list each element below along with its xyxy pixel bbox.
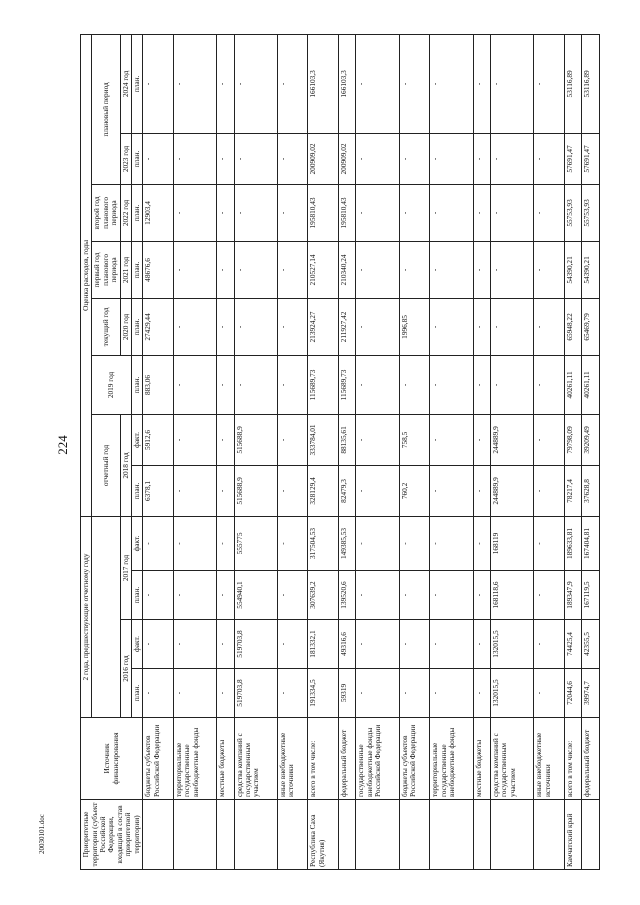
value-cell: 883,06	[143, 355, 173, 414]
header-planning-period: плановый период	[92, 34, 120, 184]
rotated-table-wrapper	[80, 35, 600, 870]
value-cell: -	[473, 241, 491, 298]
value-cell: -	[143, 133, 173, 184]
table-row	[277, 34, 307, 869]
value-cell: -	[356, 414, 399, 465]
value-cell: -	[430, 298, 473, 355]
value-cell: 168118,6	[491, 571, 534, 620]
value-cell: 328129,4	[308, 465, 338, 516]
value-cell: -	[217, 241, 235, 298]
value-cell: 12903,4	[143, 184, 173, 241]
header-first-year: первый год планового периода	[92, 241, 120, 298]
territory-cell	[430, 800, 473, 870]
header-plan: план.	[131, 133, 142, 184]
value-cell: -	[277, 516, 307, 570]
value-cell: -	[491, 241, 534, 298]
value-cell: -	[399, 620, 429, 669]
header-plan: план.	[131, 669, 142, 718]
value-cell: -	[356, 241, 399, 298]
value-cell: -	[173, 34, 216, 133]
page-number: 224	[55, 435, 70, 455]
value-cell: -	[277, 465, 307, 516]
value-cell: 59319	[338, 669, 356, 718]
value-cell: -	[399, 34, 429, 133]
table-row	[564, 34, 582, 869]
value-cell: 191334,5	[308, 669, 338, 718]
territory-cell	[399, 800, 429, 870]
value-cell: 49316,6	[338, 620, 356, 669]
header-2021: 2021 год	[120, 241, 131, 298]
territory-cell	[338, 800, 356, 870]
value-cell: -	[277, 620, 307, 669]
value-cell: -	[399, 355, 429, 414]
value-cell: -	[277, 571, 307, 620]
value-cell: 317504,53	[308, 516, 338, 570]
territory-cell	[277, 800, 307, 870]
source-cell: средства компаний с государственным участием	[491, 718, 534, 800]
value-cell: 210340,24	[338, 241, 356, 298]
value-cell: -	[217, 620, 235, 669]
header-2017: 2017 год	[120, 516, 131, 619]
value-cell: 88135,61	[338, 414, 356, 465]
value-cell: -	[534, 465, 564, 516]
value-cell: -	[217, 669, 235, 718]
value-cell: -	[491, 34, 534, 133]
header-two-years: 2 года, предшествующие отчетному году	[81, 516, 92, 717]
value-cell: -	[277, 414, 307, 465]
value-cell: 167404,81	[582, 516, 600, 570]
header-plan: план.	[131, 298, 142, 355]
value-cell: 115689,73	[338, 355, 356, 414]
header-2023: 2023 год	[120, 133, 131, 184]
value-cell: -	[217, 298, 235, 355]
value-cell: -	[143, 34, 173, 133]
value-cell: 244889,9	[491, 414, 534, 465]
territory-cell	[473, 800, 491, 870]
value-cell: 40261,11	[582, 355, 600, 414]
value-cell: 210527,14	[308, 241, 338, 298]
header-fact: факт.	[131, 516, 142, 570]
value-cell: -	[473, 669, 491, 718]
value-cell: -	[491, 355, 534, 414]
value-cell: 166103,3	[308, 34, 338, 133]
source-cell: территориальные государственные внебюджетные фонды	[430, 718, 473, 800]
value-cell: 554940,1	[234, 571, 277, 620]
funding-table	[80, 34, 600, 870]
value-cell: -	[473, 414, 491, 465]
table-row	[356, 34, 399, 869]
table-row	[338, 34, 356, 869]
source-cell: всего в том числе:	[564, 718, 582, 800]
value-cell: 57691,47	[582, 133, 600, 184]
value-cell: -	[534, 241, 564, 298]
table-row	[473, 34, 491, 869]
value-cell: -	[217, 34, 235, 133]
table-row	[234, 34, 277, 869]
value-cell: 189347,9	[564, 571, 582, 620]
source-cell: государственные внебюджетные фонды Российской Федерации	[356, 718, 399, 800]
value-cell: 200909,02	[338, 133, 356, 184]
value-cell: -	[534, 298, 564, 355]
value-cell: -	[356, 669, 399, 718]
header-reporting-year: отчетный год	[92, 414, 120, 516]
value-cell: -	[143, 669, 173, 718]
value-cell: -	[173, 355, 216, 414]
table-row	[534, 34, 564, 869]
value-cell: 139520,6	[338, 571, 356, 620]
value-cell: 37628,8	[582, 465, 600, 516]
table-row	[143, 34, 173, 869]
value-cell: 78217,4	[564, 465, 582, 516]
value-cell: 760,2	[399, 465, 429, 516]
value-cell: -	[534, 133, 564, 184]
value-cell: -	[173, 669, 216, 718]
table-row	[173, 34, 216, 869]
value-cell: -	[217, 184, 235, 241]
value-cell: 168119	[491, 516, 534, 570]
value-cell: 39209,49	[582, 414, 600, 465]
value-cell: -	[356, 184, 399, 241]
value-cell: 515688,9	[234, 414, 277, 465]
value-cell: 166103,3	[338, 34, 356, 133]
header-plan: план.	[131, 34, 142, 133]
table-row	[582, 34, 600, 869]
value-cell: -	[534, 669, 564, 718]
value-cell: 213924,27	[308, 298, 338, 355]
value-cell: -	[277, 133, 307, 184]
table-body	[143, 34, 600, 869]
value-cell: -	[356, 620, 399, 669]
value-cell: -	[430, 669, 473, 718]
territory-cell: Камчатский край	[564, 800, 582, 870]
value-cell: 149385,53	[338, 516, 356, 570]
value-cell: -	[430, 34, 473, 133]
value-cell: 115689,73	[308, 355, 338, 414]
header-plan: план.	[131, 241, 142, 298]
value-cell: -	[173, 133, 216, 184]
value-cell: -	[234, 355, 277, 414]
value-cell: 519703,8	[234, 669, 277, 718]
source-cell: средства компаний с государственным участием	[234, 718, 277, 800]
table-row	[491, 34, 534, 869]
value-cell: -	[217, 355, 235, 414]
header-estimate: Оценка расходов, годы	[81, 34, 92, 516]
value-cell: -	[217, 414, 235, 465]
territory-cell	[217, 800, 235, 870]
value-cell: 189633,81	[564, 516, 582, 570]
value-cell: -	[491, 184, 534, 241]
value-cell: 53116,89	[582, 34, 600, 133]
value-cell: -	[399, 571, 429, 620]
value-cell: -	[430, 465, 473, 516]
source-cell: иные внебюджетные источники	[534, 718, 564, 800]
value-cell: -	[356, 133, 399, 184]
table-header	[81, 34, 143, 869]
value-cell: 211927,42	[338, 298, 356, 355]
value-cell: -	[234, 184, 277, 241]
value-cell: -	[473, 184, 491, 241]
value-cell: 195810,43	[308, 184, 338, 241]
table-row	[430, 34, 473, 869]
value-cell: -	[399, 516, 429, 570]
value-cell: -	[473, 355, 491, 414]
table-row	[308, 34, 338, 869]
value-cell: -	[234, 34, 277, 133]
header-2022: 2022 год	[120, 184, 131, 241]
value-cell: -	[356, 355, 399, 414]
source-cell: местные бюджеты	[217, 718, 235, 800]
source-cell: территориальные государственные внебюджетные фонды	[173, 718, 216, 800]
header-2020: 2020 год	[120, 298, 131, 355]
value-cell: 27429,44	[143, 298, 173, 355]
header-plan: план.	[131, 571, 142, 620]
header-2016: 2016 год	[120, 620, 131, 718]
value-cell: 42355,5	[582, 620, 600, 669]
header-second-year: второй год планового периода	[92, 184, 120, 241]
value-cell: 195810,43	[338, 184, 356, 241]
value-cell: -	[356, 34, 399, 133]
value-cell: 40261,11	[564, 355, 582, 414]
value-cell: -	[430, 355, 473, 414]
value-cell: -	[430, 133, 473, 184]
value-cell: -	[430, 516, 473, 570]
header-2019: 2019 год	[92, 355, 132, 414]
value-cell: -	[173, 414, 216, 465]
value-cell: -	[217, 133, 235, 184]
value-cell: -	[173, 465, 216, 516]
value-cell: -	[143, 620, 173, 669]
value-cell: 307639,2	[308, 571, 338, 620]
header-source: Источник финансирования	[81, 718, 143, 800]
value-cell: -	[173, 571, 216, 620]
value-cell: -	[473, 133, 491, 184]
source-cell: местные бюджеты	[473, 718, 491, 800]
value-cell: -	[173, 184, 216, 241]
value-cell: -	[143, 571, 173, 620]
territory-cell	[582, 800, 600, 870]
value-cell: 54390,21	[564, 241, 582, 298]
value-cell: -	[173, 516, 216, 570]
value-cell: -	[534, 620, 564, 669]
value-cell: -	[277, 669, 307, 718]
value-cell: -	[277, 241, 307, 298]
source-cell: бюджеты субъектов Российской Федерации	[399, 718, 429, 800]
value-cell: 65469,79	[582, 298, 600, 355]
header-current-year: текущий год	[92, 298, 120, 355]
territory-cell	[143, 800, 173, 870]
value-cell: -	[277, 34, 307, 133]
header-2018: 2018 год	[120, 414, 131, 516]
value-cell: 6378,1	[143, 465, 173, 516]
value-cell: 333784,01	[308, 414, 338, 465]
value-cell: 57691,47	[564, 133, 582, 184]
source-cell: бюджеты субъектов Российской Федерации	[143, 718, 173, 800]
territory-cell	[234, 800, 277, 870]
value-cell: -	[473, 571, 491, 620]
value-cell: -	[473, 34, 491, 133]
value-cell: -	[473, 516, 491, 570]
value-cell: -	[173, 241, 216, 298]
value-cell: -	[217, 516, 235, 570]
value-cell: -	[234, 241, 277, 298]
value-cell: -	[473, 620, 491, 669]
territory-cell	[534, 800, 564, 870]
value-cell: -	[143, 516, 173, 570]
value-cell: 132015,5	[491, 620, 534, 669]
header-territory: Приоритетные территории (субъект Российской Федерации, входящий в состав приоритетной территории)	[81, 800, 143, 870]
value-cell: 48676,6	[143, 241, 173, 298]
value-cell: -	[356, 465, 399, 516]
value-cell: -	[473, 465, 491, 516]
value-cell: 65948,22	[564, 298, 582, 355]
value-cell: -	[534, 516, 564, 570]
value-cell: 5912,6	[143, 414, 173, 465]
value-cell: -	[430, 571, 473, 620]
value-cell: 53116,89	[564, 34, 582, 133]
value-cell: -	[399, 241, 429, 298]
value-cell: -	[491, 298, 534, 355]
value-cell: 55753,93	[582, 184, 600, 241]
value-cell: 74425,4	[564, 620, 582, 669]
value-cell: 39974,7	[582, 669, 600, 718]
source-cell: иные внебюджетные источники	[277, 718, 307, 800]
value-cell: -	[356, 298, 399, 355]
value-cell: 167119,5	[582, 571, 600, 620]
value-cell: -	[491, 133, 534, 184]
value-cell: 82479,3	[338, 465, 356, 516]
value-cell: 1996,85	[399, 298, 429, 355]
value-cell: 519703,8	[234, 620, 277, 669]
header-plan: план.	[131, 465, 142, 516]
footer-filename: 20030101.doc	[38, 814, 46, 854]
header-fact: факт.	[131, 414, 142, 465]
value-cell: -	[234, 298, 277, 355]
value-cell: 181332,1	[308, 620, 338, 669]
value-cell: -	[217, 571, 235, 620]
territory-cell	[356, 800, 399, 870]
territory-cell	[491, 800, 534, 870]
value-cell: 200909,02	[308, 133, 338, 184]
value-cell: -	[534, 414, 564, 465]
value-cell: -	[399, 184, 429, 241]
value-cell: -	[534, 355, 564, 414]
source-cell: всего в том числе:	[308, 718, 338, 800]
value-cell: -	[430, 414, 473, 465]
value-cell: 54390,21	[582, 241, 600, 298]
value-cell: -	[534, 34, 564, 133]
value-cell: -	[430, 241, 473, 298]
territory-cell: Республика Саха (Якутия)	[308, 800, 338, 870]
value-cell: -	[430, 184, 473, 241]
header-blank	[92, 516, 120, 717]
value-cell: -	[473, 298, 491, 355]
value-cell: 132015,5	[491, 669, 534, 718]
value-cell: 79798,09	[564, 414, 582, 465]
header-2024: 2024 год	[120, 34, 131, 133]
value-cell: -	[277, 355, 307, 414]
source-cell: федеральный бюджет	[582, 718, 600, 800]
value-cell: -	[277, 298, 307, 355]
value-cell: 244889,9	[491, 465, 534, 516]
value-cell: -	[173, 620, 216, 669]
value-cell: -	[534, 184, 564, 241]
value-cell: -	[173, 298, 216, 355]
value-cell: 758,5	[399, 414, 429, 465]
value-cell: 515688,9	[234, 465, 277, 516]
territory-cell	[173, 800, 216, 870]
value-cell: -	[399, 669, 429, 718]
value-cell: 555775	[234, 516, 277, 570]
value-cell: -	[356, 516, 399, 570]
value-cell: -	[234, 133, 277, 184]
value-cell: -	[534, 571, 564, 620]
value-cell: -	[430, 620, 473, 669]
header-plan: план.	[131, 355, 142, 414]
header-fact: факт.	[131, 620, 142, 669]
value-cell: 55753,93	[564, 184, 582, 241]
value-cell: -	[356, 571, 399, 620]
value-cell: 72044,6	[564, 669, 582, 718]
source-cell: федеральный бюджет	[338, 718, 356, 800]
table-row	[217, 34, 235, 869]
header-plan: план.	[131, 184, 142, 241]
value-cell: -	[399, 133, 429, 184]
value-cell: -	[277, 184, 307, 241]
table-row	[399, 34, 429, 869]
value-cell: -	[217, 465, 235, 516]
